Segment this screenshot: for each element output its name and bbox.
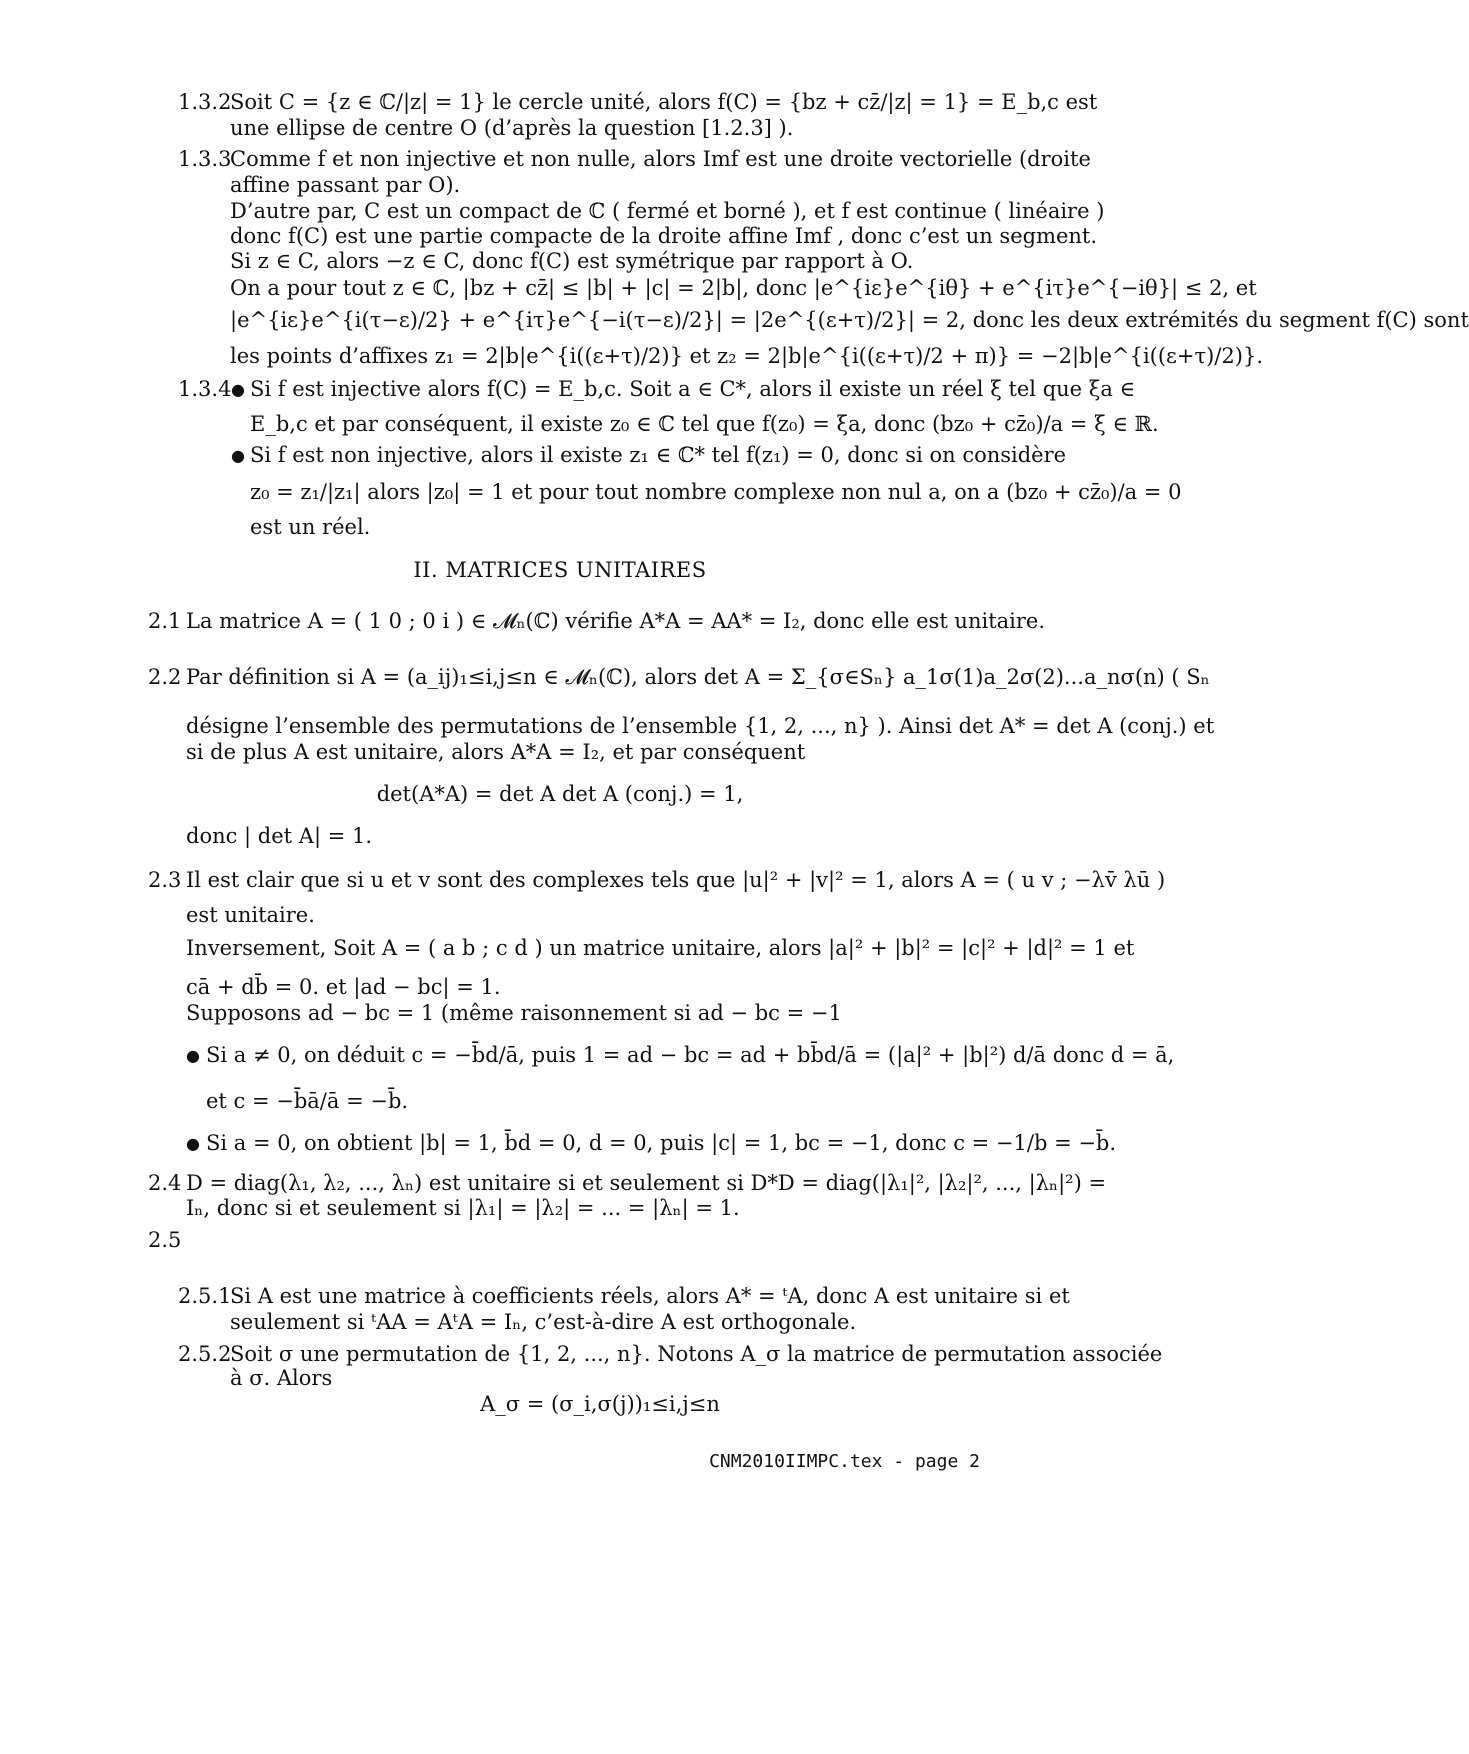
text-line: D = diag(λ₁, λ₂, ..., λₙ) est unitaire si et seulement si D*D = diag(|λ₁|², |λ₂|², ..., |λₙ|²) = (186, 1171, 1107, 1195)
text-line: Si f est injective alors f(C) = E_b,c. Soit a ∈ C*, alors il existe un réel ξ tel que ξa ∈ (250, 377, 1136, 401)
page-footer: CNM2010IIMPC.tex - page 2 (709, 1451, 980, 1472)
item-number: 2.2 (148, 665, 182, 689)
bullet: ● (186, 1134, 200, 1153)
item-number: 2.5.2 (178, 1342, 232, 1366)
text-line: La matrice A = ( 1 0 ; 0 i ) ∈ 𝓜ₙ(ℂ) vérifie A*A = AA* = I₂, donc elle est unitaire. (186, 609, 1046, 633)
text-line: Soit C = {z ∈ ℂ/|z| = 1} le cercle unité, alors f(C) = {bz + cz̄/|z| = 1} = E_b,c est (230, 90, 1098, 114)
text-line: si de plus A est unitaire, alors A*A = I₂, et par conséquent (186, 740, 806, 764)
section-title: II. MATRICES UNITAIRES (413, 558, 707, 582)
item-number: 2.3 (148, 868, 182, 892)
bullet: ● (231, 380, 245, 399)
text-line: seulement si ᵗAA = AᵗA = Iₙ, c’est-à-dire A est orthogonale. (230, 1310, 857, 1334)
text-line: Soit σ une permutation de {1, 2, ..., n}. Notons A_σ la matrice de permutation associée (230, 1342, 1163, 1366)
text-line: est un réel. (250, 515, 371, 539)
item-number: 2.5 (148, 1228, 182, 1252)
item-number: 2.4 (148, 1171, 182, 1195)
text-line: les points d’affixes z₁ = 2|b|e^{i((ε+τ)/2)} et z₂ = 2|b|e^{i((ε+τ)/2 + π)} = −2|b|e^{i((ε+τ)/2)}. (230, 344, 1263, 368)
text-line: Si z ∈ C, alors −z ∈ C, donc f(C) est symétrique par rapport à O. (230, 249, 914, 273)
item-number: 1.3.2 (178, 90, 232, 114)
text-line: désigne l’ensemble des permutations de l’ensemble {1, 2, ..., n} ). Ainsi det A* = det A (conj.) et (186, 714, 1215, 738)
item-number: 1.3.3 (178, 147, 232, 171)
text-line: est unitaire. (186, 903, 315, 927)
text-line: D’autre par, C est un compact de ℂ ( fermé et borné ), et f est continue ( linéaire ) (230, 199, 1105, 223)
text-line: donc f(C) est une partie compacte de la droite affine Imf , donc c’est un segment. (230, 224, 1098, 248)
text-line: Si a ≠ 0, on déduit c = −b̄d/ā, puis 1 = ad − bc = ad + bb̄d/ā = (|a|² + |b|²) d/ā donc d = ā, (206, 1043, 1175, 1067)
text-line: Supposons ad − bc = 1 (même raisonnement si ad − bc = −1 (186, 1001, 842, 1025)
text-line: Si f est non injective, alors il existe z₁ ∈ ℂ* tel f(z₁) = 0, donc si on considère (250, 443, 1067, 467)
text-line: z₀ = z₁/|z₁| alors |z₀| = 1 et pour tout nombre complexe non nul a, on a (bz₀ + cz̄₀)/a = 0 (250, 480, 1182, 504)
text-line: Comme f et non injective et non nulle, alors Imf est une droite vectorielle (droite (230, 147, 1091, 171)
text-line: affine passant par O). (230, 173, 461, 197)
item-number: 2.5.1 (178, 1284, 232, 1308)
text-line: une ellipse de centre O (d’après la question [1.2.3] ). (230, 116, 794, 140)
text-line: et c = −b̄ā/ā = −b̄. (206, 1089, 409, 1113)
text-line: donc | det A| = 1. (186, 824, 373, 848)
bullet: ● (186, 1046, 200, 1065)
text-line: Il est clair que si u et v sont des complexes tels que |u|² + |v|² = 1, alors A = ( u v ; −λv̄ λū ) (186, 868, 1166, 892)
text-line: |e^{iε}e^{i(τ−ε)/2} + e^{iτ}e^{−i(τ−ε)/2}| = |2e^{(ε+τ)/2}| = 2, donc les deux extrémités du segment f(C) sont (230, 308, 1469, 332)
bullet: ● (231, 446, 245, 465)
text-line: Si A est une matrice à coefficients réels, alors A* = ᵗA, donc A est unitaire si et (230, 1284, 1070, 1308)
text-line: à σ. Alors (230, 1366, 333, 1390)
text-line: Si a = 0, on obtient |b| = 1, b̄d = 0, d = 0, puis |c| = 1, bc = −1, donc c = −1/b = −b̄. (206, 1131, 1117, 1155)
text-line: cā + db̄ = 0. et |ad − bc| = 1. (186, 975, 501, 999)
display-equation: A_σ = (σ_i,σ(j))₁≤i,j≤n (480, 1392, 720, 1416)
item-number: 2.1 (148, 609, 182, 633)
display-equation: det(A*A) = det A det A (conj.) = 1, (376, 782, 744, 806)
text-line: Inversement, Soit A = ( a b ; c d ) un matrice unitaire, alors |a|² + |b|² = |c|² + |d|² = 1 et (186, 936, 1135, 960)
text-line: Par définition si A = (a_ij)₁≤i,j≤n ∈ 𝓜ₙ(ℂ), alors det A = Σ_{σ∈Sₙ} a_1σ(1)a_2σ(2)...a_nσ(n) ( Sₙ (186, 665, 1210, 689)
item-number: 1.3.4 (178, 377, 232, 401)
text-line: Iₙ, donc si et seulement si |λ₁| = |λ₂| = ... = |λₙ| = 1. (186, 1196, 740, 1220)
text-line: E_b,c et par conséquent, il existe z₀ ∈ ℂ tel que f(z₀) = ξa, donc (bz₀ + cz̄₀)/a = ξ ∈ ℝ. (250, 412, 1159, 436)
text-line: On a pour tout z ∈ ℂ, |bz + cz̄| ≤ |b| + |c| = 2|b|, donc |e^{iε}e^{iθ} + e^{iτ}e^{−iθ}| ≤ 2, et (230, 276, 1257, 300)
